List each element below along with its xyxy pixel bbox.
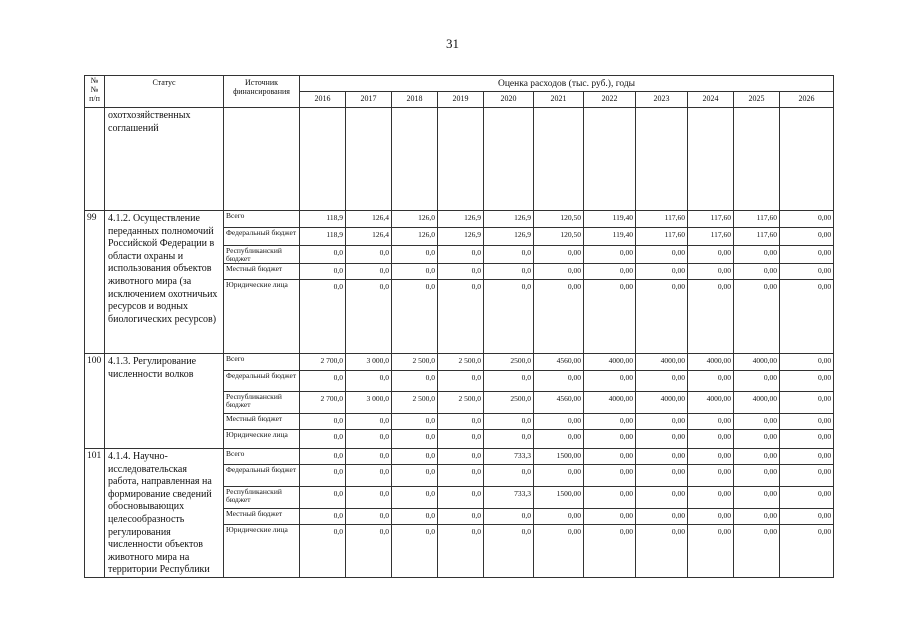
value-cell: 1500,00 [534, 449, 584, 465]
value-cell: 0,00 [734, 508, 780, 524]
header-estimate: Оценка расходов (тыс. руб.), годы [300, 76, 834, 92]
value-cell: 0,0 [346, 430, 392, 449]
value-cell: 0,00 [636, 414, 688, 430]
value-cell: 0,0 [438, 525, 484, 578]
value-cell: 0,00 [734, 465, 780, 486]
value-cell: 0,00 [688, 525, 734, 578]
value-cell: 0,00 [584, 525, 636, 578]
value-cell: 0,00 [534, 246, 584, 264]
value-cell: 0,00 [780, 525, 834, 578]
value-cell: 2 500,0 [438, 392, 484, 414]
value-cell: 0,0 [484, 465, 534, 486]
value-cell: 0,00 [780, 430, 834, 449]
value-cell: 0,00 [734, 486, 780, 508]
value-cell: 0,00 [780, 465, 834, 486]
value-cell: 0,00 [734, 525, 780, 578]
status-text: 4.1.4. Научно-исследовательская работа, направленная на формирование сведений обосновывающих целесообразность регулирования численности объектов животного мира на территории Республики [105, 449, 224, 578]
value-cell: 0,00 [688, 508, 734, 524]
year-header-2019: 2019 [438, 92, 484, 108]
value-cell: 4560,00 [534, 392, 584, 414]
value-cell: 0,0 [300, 430, 346, 449]
value-cell: 0,00 [584, 246, 636, 264]
value-cell: 0,0 [300, 465, 346, 486]
value-cell: 0,0 [392, 280, 438, 354]
value-cell: 0,0 [438, 280, 484, 354]
value-cell: 0,00 [636, 449, 688, 465]
value-cell: 0,00 [780, 414, 834, 430]
value-cell: 0,0 [300, 371, 346, 392]
value-cell: 0,00 [636, 486, 688, 508]
value-cell: 733,3 [484, 449, 534, 465]
value-cell: 0,00 [688, 280, 734, 354]
header-num: № № п/п [85, 76, 105, 108]
value-cell: 117,60 [734, 228, 780, 246]
table-row [85, 354, 834, 371]
value-cell: 0,00 [584, 430, 636, 449]
value-cell: 117,60 [688, 228, 734, 246]
budget-table [84, 75, 834, 578]
value-cell: 118,9 [300, 211, 346, 228]
year-header-2018: 2018 [392, 92, 438, 108]
page-number: 31 [446, 36, 459, 51]
value-cell: 0,0 [346, 525, 392, 578]
funding-source: Местный бюджет [224, 508, 300, 524]
year-header-2024: 2024 [688, 92, 734, 108]
value-cell: 0,00 [584, 486, 636, 508]
value-cell: 0,00 [636, 280, 688, 354]
year-header-2022: 2022 [584, 92, 636, 108]
value-cell: 0,0 [300, 414, 346, 430]
value-cell: 0,0 [300, 508, 346, 524]
value-cell: 0,0 [484, 264, 534, 280]
value-cell: 0,00 [534, 264, 584, 280]
value-cell: 0,00 [534, 465, 584, 486]
value-cell: 0,00 [534, 371, 584, 392]
header-status: Статус [105, 76, 224, 108]
value-cell: 0,0 [484, 246, 534, 264]
year-header-2026: 2026 [780, 92, 834, 108]
table-row [85, 449, 834, 465]
value-cell: 0,00 [688, 486, 734, 508]
value-cell: 0,00 [734, 430, 780, 449]
value-cell: 0,00 [734, 414, 780, 430]
table-body [85, 108, 834, 578]
year-header-2023: 2023 [636, 92, 688, 108]
value-cell: 0,00 [734, 449, 780, 465]
funding-source: Федеральный бюджет [224, 228, 300, 246]
value-cell: 0,0 [346, 371, 392, 392]
value-cell: 0,00 [584, 465, 636, 486]
value-cell: 0,0 [438, 508, 484, 524]
value-cell: 0,0 [438, 486, 484, 508]
value-cell: 117,60 [688, 211, 734, 228]
year-header-2020: 2020 [484, 92, 534, 108]
value-cell: 0,00 [780, 449, 834, 465]
value-cell: 3 000,0 [346, 392, 392, 414]
funding-source: Всего [224, 211, 300, 228]
value-cell: 4000,00 [688, 392, 734, 414]
value-cell: 0,0 [300, 264, 346, 280]
value-cell: 0,0 [300, 449, 346, 465]
value-cell: 0,00 [584, 280, 636, 354]
value-cell: 0,00 [780, 228, 834, 246]
value-cell: 0,00 [534, 525, 584, 578]
value-cell: 120,50 [534, 211, 584, 228]
value-cell: 2 700,0 [300, 392, 346, 414]
value-cell: 0,0 [392, 371, 438, 392]
value-cell: 117,60 [636, 211, 688, 228]
funding-source: Федеральный бюджет [224, 465, 300, 486]
funding-source: Республиканский бюджет [224, 392, 300, 414]
value-cell: 126,4 [346, 228, 392, 246]
funding-source: Местный бюджет [224, 264, 300, 280]
funding-source: Республиканский бюджет [224, 246, 300, 264]
value-cell: 0,0 [438, 371, 484, 392]
header-source: Источник финансирования [224, 76, 300, 108]
value-cell: 4000,00 [636, 354, 688, 371]
value-cell: 0,0 [484, 508, 534, 524]
table-row [85, 211, 834, 228]
value-cell: 0,00 [780, 486, 834, 508]
value-cell: 0,00 [584, 414, 636, 430]
value-cell: 0,00 [734, 246, 780, 264]
value-cell: 0,0 [346, 465, 392, 486]
year-header-2021: 2021 [534, 92, 584, 108]
value-cell: 0,0 [346, 414, 392, 430]
status-text: 4.1.2. Осуществление переданных полномочий Российской Федерации в области охраны и использования объектов животного мира (за исключением охотничьих ресурсов и водных биологических ресурсов) [105, 211, 224, 354]
value-cell: 2 700,0 [300, 354, 346, 371]
funding-source: Местный бюджет [224, 414, 300, 430]
value-cell: 0,0 [392, 430, 438, 449]
value-cell: 0,0 [438, 264, 484, 280]
value-cell: 126,9 [438, 228, 484, 246]
value-cell: 119,40 [584, 228, 636, 246]
value-cell: 0,00 [636, 465, 688, 486]
value-cell: 118,9 [300, 228, 346, 246]
row-number: 101 [85, 449, 105, 578]
value-cell: 0,0 [438, 430, 484, 449]
funding-source: Юридические лица [224, 430, 300, 449]
value-cell: 0,0 [484, 430, 534, 449]
value-cell: 2500,0 [484, 354, 534, 371]
funding-source: Юридические лица [224, 525, 300, 578]
value-cell: 0,0 [392, 449, 438, 465]
value-cell: 4000,00 [688, 354, 734, 371]
funding-source: Республиканский бюджет [224, 486, 300, 508]
value-cell: 0,00 [734, 280, 780, 354]
value-cell: 0,00 [780, 508, 834, 524]
value-cell: 0,00 [636, 371, 688, 392]
value-cell: 0,00 [584, 449, 636, 465]
value-cell: 0,00 [636, 430, 688, 449]
value-cell: 126,9 [438, 211, 484, 228]
value-cell: 119,40 [584, 211, 636, 228]
value-cell: 126,0 [392, 228, 438, 246]
value-cell: 733,3 [484, 486, 534, 508]
value-cell: 0,0 [484, 371, 534, 392]
value-cell: 0,00 [534, 430, 584, 449]
value-cell: 4000,00 [734, 354, 780, 371]
value-cell: 0,00 [688, 430, 734, 449]
value-cell: 0,0 [346, 449, 392, 465]
value-cell: 0,0 [438, 414, 484, 430]
value-cell: 0,00 [636, 525, 688, 578]
value-cell: 0,0 [392, 246, 438, 264]
value-cell: 0,00 [688, 465, 734, 486]
value-cell: 0,0 [392, 414, 438, 430]
funding-source: Федеральный бюджет [224, 371, 300, 392]
value-cell: 4000,00 [734, 392, 780, 414]
value-cell: 0,00 [780, 392, 834, 414]
value-cell: 0,00 [584, 508, 636, 524]
value-cell: 0,00 [584, 371, 636, 392]
value-cell: 0,00 [734, 264, 780, 280]
value-cell: 126,0 [392, 211, 438, 228]
funding-source: Всего [224, 354, 300, 371]
value-cell: 126,9 [484, 211, 534, 228]
value-cell: 4000,00 [636, 392, 688, 414]
value-cell: 3 000,0 [346, 354, 392, 371]
value-cell: 0,00 [780, 371, 834, 392]
funding-source: Юридические лица [224, 280, 300, 354]
value-cell: 2 500,0 [392, 354, 438, 371]
value-cell: 0,00 [780, 354, 834, 371]
continuation-source [224, 108, 300, 211]
value-cell: 1500,00 [534, 486, 584, 508]
value-cell: 0,0 [392, 264, 438, 280]
value-cell: 0,00 [636, 508, 688, 524]
value-cell: 0,00 [636, 264, 688, 280]
value-cell: 120,50 [534, 228, 584, 246]
value-cell: 0,0 [484, 525, 534, 578]
continuation-num [85, 108, 105, 211]
value-cell: 4000,00 [584, 392, 636, 414]
value-cell: 0,00 [688, 414, 734, 430]
value-cell: 0,00 [688, 449, 734, 465]
value-cell: 2500,0 [484, 392, 534, 414]
value-cell: 0,00 [780, 264, 834, 280]
value-cell: 2 500,0 [438, 354, 484, 371]
value-cell: 0,00 [534, 414, 584, 430]
value-cell: 0,00 [688, 371, 734, 392]
value-cell: 126,4 [346, 211, 392, 228]
value-cell: 0,0 [300, 280, 346, 354]
year-header-2017: 2017 [346, 92, 392, 108]
row-number: 99 [85, 211, 105, 354]
value-cell: 0,0 [346, 246, 392, 264]
row-number: 100 [85, 354, 105, 449]
continuation-status: охотхозяйственных соглашений [105, 108, 224, 211]
value-cell: 0,00 [688, 246, 734, 264]
value-cell: 0,0 [484, 280, 534, 354]
value-cell: 4000,00 [584, 354, 636, 371]
value-cell: 0,00 [688, 264, 734, 280]
value-cell: 0,0 [392, 508, 438, 524]
value-cell: 0,0 [346, 486, 392, 508]
value-cell: 126,9 [484, 228, 534, 246]
value-cell: 0,00 [534, 280, 584, 354]
value-cell: 0,0 [392, 525, 438, 578]
value-cell: 0,0 [300, 486, 346, 508]
value-cell: 0,0 [438, 246, 484, 264]
value-cell: 0,00 [534, 508, 584, 524]
value-cell: 0,0 [392, 486, 438, 508]
value-cell: 117,60 [636, 228, 688, 246]
value-cell: 0,0 [300, 246, 346, 264]
value-cell: 0,00 [636, 246, 688, 264]
value-cell: 0,0 [392, 465, 438, 486]
value-cell: 0,0 [438, 465, 484, 486]
value-cell: 0,0 [346, 264, 392, 280]
value-cell: 4560,00 [534, 354, 584, 371]
value-cell: 0,0 [300, 525, 346, 578]
year-header-2016: 2016 [300, 92, 346, 108]
value-cell: 0,00 [584, 264, 636, 280]
value-cell: 0,00 [780, 246, 834, 264]
status-text: 4.1.3. Регулирование численности волков [105, 354, 224, 449]
value-cell: 0,0 [346, 508, 392, 524]
continuation-row [85, 108, 834, 211]
value-cell: 0,0 [484, 414, 534, 430]
value-cell: 0,0 [438, 449, 484, 465]
value-cell: 0,00 [780, 280, 834, 354]
value-cell: 117,60 [734, 211, 780, 228]
value-cell: 2 500,0 [392, 392, 438, 414]
year-header-2025: 2025 [734, 92, 780, 108]
value-cell: 0,0 [346, 280, 392, 354]
funding-source: Всего [224, 449, 300, 465]
value-cell: 0,00 [734, 371, 780, 392]
value-cell: 0,00 [780, 211, 834, 228]
